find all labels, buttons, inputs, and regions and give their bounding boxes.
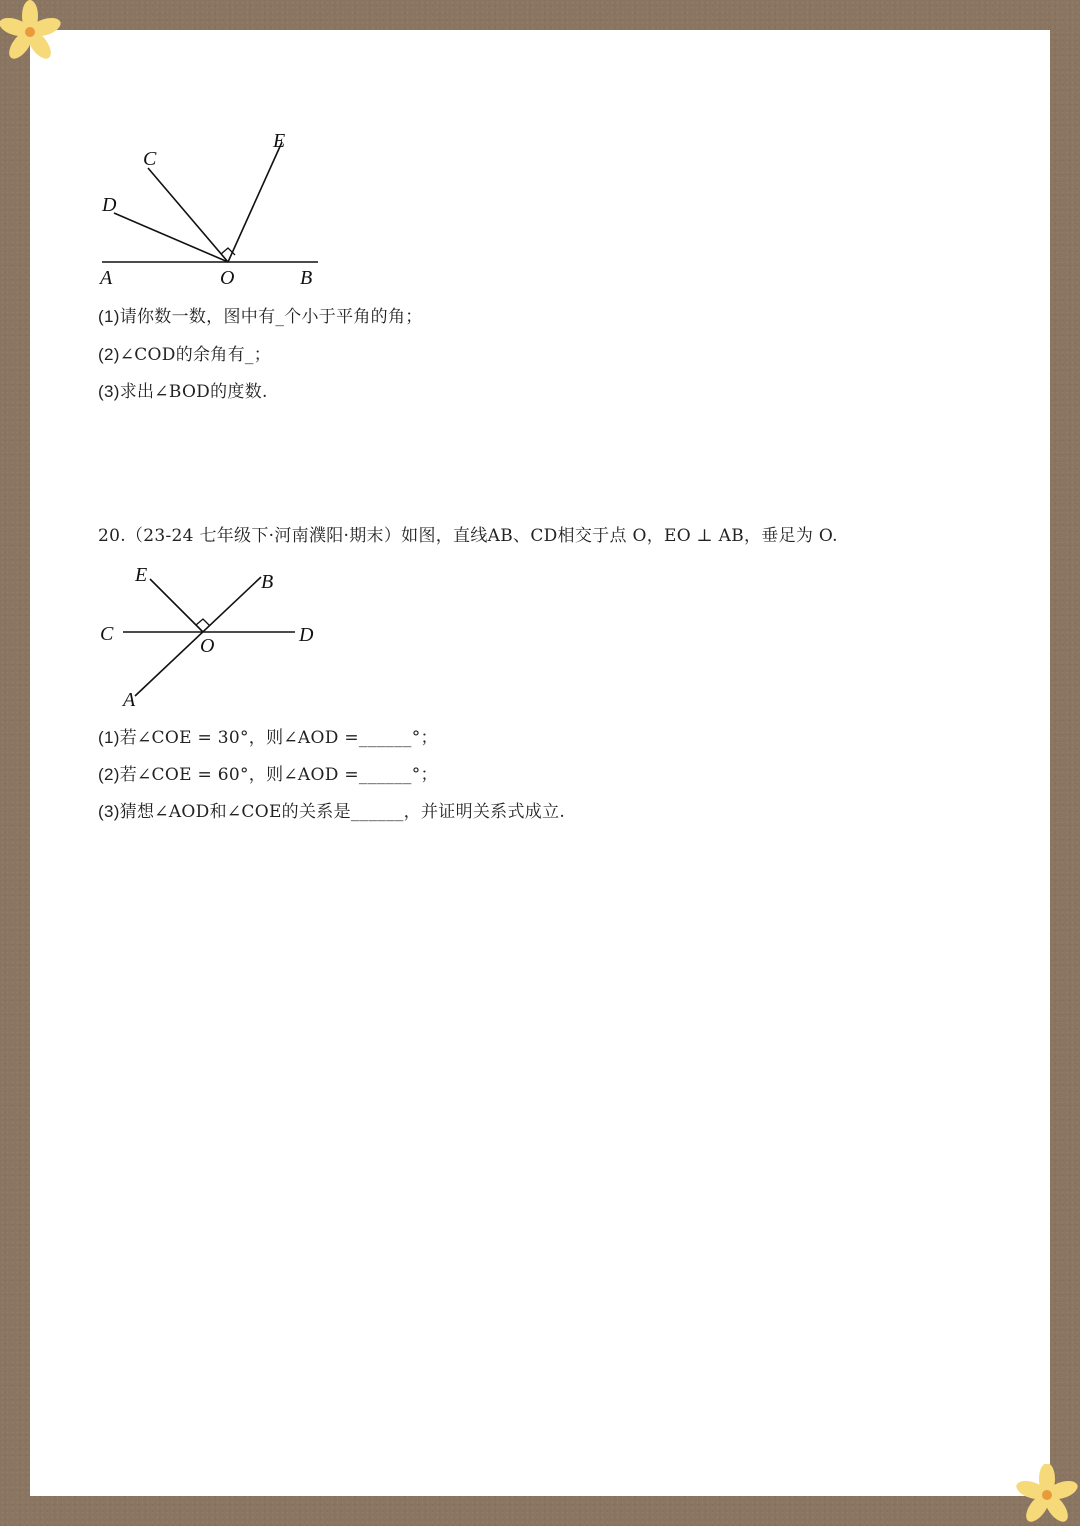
ray-oc <box>148 168 228 262</box>
label-e: E <box>273 130 286 152</box>
label-c: C <box>143 148 157 170</box>
ray-oe <box>150 579 203 632</box>
ray-od <box>114 213 228 262</box>
label-d: D <box>102 194 117 216</box>
ray-oe <box>228 142 282 262</box>
q19-item-3: (3)求出∠BOD的度数. <box>98 382 268 402</box>
flower-decoration-top-left-icon <box>0 0 62 62</box>
angle-figure-2 <box>95 560 330 710</box>
right-angle-marker <box>196 619 210 626</box>
flower-decoration-bottom-right-icon <box>1016 1464 1078 1526</box>
label-o: O <box>220 267 235 289</box>
label-a: A <box>123 689 136 710</box>
label-d: D <box>299 624 314 646</box>
label-a: A <box>100 267 113 289</box>
q20-item-3: (3)猜想∠AOD和∠COE的关系是______，并证明关系式成立. <box>98 802 566 822</box>
label-e: E <box>135 564 148 586</box>
label-c: C <box>100 623 114 645</box>
q19-item-1: (1)请你数一数，图中有_个小于平角的角； <box>98 307 423 327</box>
q20-item-1: (1)若∠COE = 30°，则∠AOD =______°； <box>98 728 438 748</box>
line-ab <box>135 577 261 696</box>
q20-item-2: (2)若∠COE = 60°，则∠AOD =______°； <box>98 765 438 785</box>
label-b: B <box>300 267 313 289</box>
q20-header: 20.（23-24 七年级下·河南濮阳·期末）如图，直线AB、CD相交于点 O，EO ⊥ AB，垂足为 O. <box>98 526 838 546</box>
label-o: O <box>200 635 215 657</box>
label-b: B <box>261 571 274 593</box>
angle-figure-1 <box>90 120 340 295</box>
q19-item-2: (2)∠COD的余角有_； <box>98 345 272 365</box>
